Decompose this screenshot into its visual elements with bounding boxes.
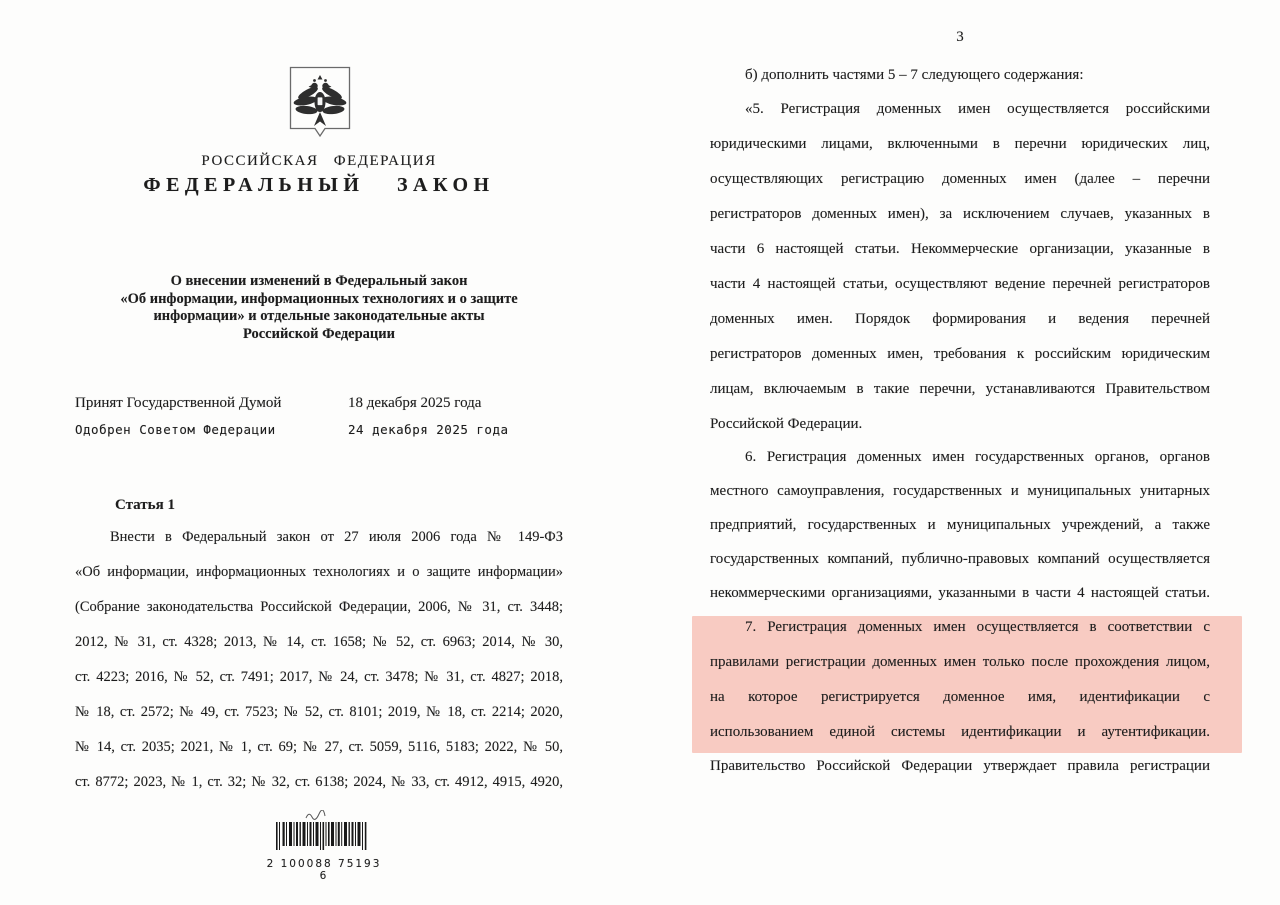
paragraph-5: [710, 92, 1210, 442]
law-text-line: «5. Регистрация доменных имен осуществляется российскими: [745, 101, 1210, 117]
law-text-line: (Собрание законодательства Российской Федерации, 2006, № 31, ст. 3448;: [75, 599, 563, 615]
law-title-line: информации» и отдельные законодательные акты: [153, 308, 485, 324]
page-number: 3: [956, 29, 964, 45]
ean-barcode-icon: [266, 810, 382, 852]
adopted-label: Принят Государственной Думой: [75, 395, 282, 411]
law-text-line: предприятий, государственных и муниципальных учреждений, а также: [710, 517, 1210, 533]
law-text-line: части 6 настоящей статьи. Некоммерческие организации, указанные в: [710, 241, 1210, 257]
approved-date: 24 декабря 2025 года: [348, 422, 509, 437]
adopted-date: 18 декабря 2025 года: [348, 395, 482, 411]
law-text-line: ст. 4223; 2016, № 52, ст. 7491; 2017, № 24, ст. 3478; № 31, ст. 4827; 2018,: [75, 669, 563, 685]
country-header: РОССИЙСКАЯ ФЕДЕРАЦИЯ: [201, 153, 437, 169]
article-body: [75, 520, 563, 800]
law-text-line: осуществляющих регистрацию доменных имен (далее – перечни: [710, 171, 1210, 187]
russia-coat-of-arms-icon: [289, 66, 351, 142]
law-text-line: некоммерческими организациями, указанными в части 4 настоящей статьи.: [710, 585, 1210, 601]
barcode-block: [266, 810, 382, 882]
approved-label: Одобрен Советом Федерации: [75, 422, 276, 437]
law-text-line: правилами регистрации доменных имен только после прохождения лицом,: [710, 654, 1210, 670]
law-text-line: «Об информации, информационных технологиях и о защите информации»: [75, 564, 563, 580]
law-text-line: 7. Регистрация доменных имен осуществляется в соответствии с: [745, 619, 1210, 635]
paragraph-6: [710, 440, 1210, 610]
law-text-line: доменных имен. Порядок формирования и ведения перечней: [710, 311, 1210, 327]
law-text-line: использованием единой системы идентификации и аутентификации.: [710, 724, 1210, 740]
amendment-intro-line: б) дополнить частями 5 – 7 следующего содержания:: [745, 67, 1084, 83]
pen-mark-icon: [306, 810, 325, 819]
document-type-header: ФЕДЕРАЛЬНЫЙ ЗАКОН: [143, 174, 495, 196]
law-text-line: Российской Федерации.: [710, 416, 863, 432]
law-text-line: лицам, включаемым в такие перечни, устанавливаются Правительством: [710, 381, 1210, 397]
law-text-line: 6. Регистрация доменных имен государственных органов, органов: [745, 449, 1210, 465]
law-title-line: Российской Федерации: [242, 325, 395, 342]
law-text-line: государственных компаний, публично-правовых компаний осуществляется: [710, 551, 1210, 567]
law-text-line: регистраторов доменных имен), за исключением случаев, указанных в: [710, 206, 1210, 222]
law-text-line: местного самоуправления, государственных и муниципальных унитарных: [710, 483, 1210, 499]
law-text-line: Внести в Федеральный закон от 27 июля 2006 года № 149-ФЗ: [110, 529, 563, 545]
law-text-line: части 4 настоящей статьи, осуществляют ведение перечней регистраторов: [710, 276, 1210, 292]
law-text-line: юридическими лицами, включенными в перечни юридических лиц,: [710, 136, 1210, 152]
barcode-digits: 2 100088 75193 6: [266, 858, 382, 882]
adopted-row: [75, 395, 563, 417]
law-text-line: № 14, ст. 2035; 2021, № 1, ст. 69; № 27, ст. 5059, 5116, 5183; 2022, № 50,: [75, 739, 563, 755]
law-title: [75, 273, 563, 343]
law-text-line: регистраторов доменных имен, требования к российским юридическим: [710, 346, 1210, 362]
law-text-line: на которое регистрируется доменное имя, идентификации с: [710, 689, 1210, 705]
approved-row: [75, 422, 563, 444]
paragraph-7-highlighted: [710, 610, 1210, 750]
law-text-line: ст. 8772; 2023, № 1, ст. 32; № 32, ст. 6138; 2024, № 33, ст. 4912, 4915, 4920,: [75, 774, 563, 790]
law-text-line: 2012, № 31, ст. 4328; 2013, № 14, ст. 1658; № 52, ст. 6963; 2014, № 30,: [75, 634, 563, 650]
law-text-line: Правительство Российской Федерации утверждает правила регистрации: [710, 758, 1210, 774]
article-heading: Статья 1: [115, 497, 175, 513]
law-text-line: № 18, ст. 2572; № 49, ст. 7523; № 52, ст. 8101; 2019, № 18, ст. 2214; 2020,: [75, 704, 563, 720]
law-title-line: «Об информации, информационных технологиях и о защите: [120, 290, 518, 307]
law-title-line: О внесении изменений в Федеральный закон: [170, 273, 468, 289]
